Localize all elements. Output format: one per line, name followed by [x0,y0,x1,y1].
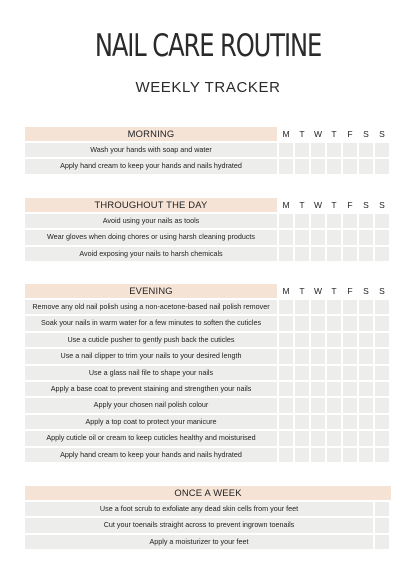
task-label: Apply hand cream to keep your hands and nails hydrated [25,159,277,173]
task-label: Avoid exposing your nails to harsh chemicals [25,247,277,261]
check-cell[interactable] [295,247,309,261]
check-cell[interactable] [343,415,357,429]
task-row [25,214,391,228]
check-cell[interactable] [327,143,341,157]
check-cell[interactable] [359,316,373,330]
check-cell[interactable] [295,333,309,347]
check-cell[interactable] [295,415,309,429]
task-label: Apply a moisturizer to your feet [25,535,373,549]
check-cell[interactable] [359,349,373,363]
check-cell[interactable] [343,398,357,412]
check-cell[interactable] [343,382,357,396]
section-header [25,284,391,298]
check-cell[interactable] [295,366,309,380]
day-label-mon: M [282,129,290,139]
check-cell[interactable] [359,300,373,314]
task-row [25,448,391,462]
task-label: Apply hand cream to keep your hands and nails hydrated [25,448,277,462]
check-cell[interactable] [295,214,309,228]
task-row [25,518,391,532]
check-cell[interactable] [327,431,341,445]
check-cell[interactable] [311,300,325,314]
task-label: Use a cuticle pusher to gently push back the cuticles [25,333,277,347]
task-row [25,159,391,173]
check-cell[interactable] [295,300,309,314]
check-cell[interactable] [279,415,293,429]
section-heading: ONCE A WEEK [25,486,391,500]
check-cell[interactable] [327,159,341,173]
check-cell[interactable] [295,316,309,330]
task-row [25,333,391,347]
check-cell[interactable] [311,349,325,363]
day-label-tue: T [299,286,305,296]
task-row [25,502,391,516]
check-cell[interactable] [359,431,373,445]
check-cell[interactable] [375,159,389,173]
check-cell[interactable] [327,333,341,347]
check-cell[interactable] [295,431,309,445]
section-morning [25,127,391,176]
section-header [25,486,391,500]
day-label-fri: F [347,200,353,210]
day-label-tue: T [299,200,305,210]
check-cell[interactable] [375,448,389,462]
check-cell[interactable] [311,415,325,429]
check-cell[interactable] [375,247,389,261]
task-label: Apply a top coat to protect your manicure [25,415,277,429]
check-cell[interactable] [311,247,325,261]
task-row [25,300,391,314]
check-cell[interactable] [327,366,341,380]
task-label: Avoid using your nails as tools [25,214,277,228]
check-cell[interactable] [343,366,357,380]
check-cell[interactable] [375,431,389,445]
day-label-thu: T [331,129,337,139]
check-cell[interactable] [375,214,389,228]
check-cell[interactable] [343,349,357,363]
task-row [25,349,391,363]
check-cell[interactable] [279,448,293,462]
task-label: Apply your chosen nail polish colour [25,398,277,412]
check-cell[interactable] [295,230,309,244]
check-cell[interactable] [279,316,293,330]
task-row [25,230,391,244]
check-cell[interactable] [279,366,293,380]
task-row [25,366,391,380]
day-label-sun: S [379,286,385,296]
task-label: Use a foot scrub to exfoliate any dead skin cells from your feet [25,502,373,516]
task-row [25,143,391,157]
day-label-sat: S [363,200,369,210]
check-cell[interactable] [295,159,309,173]
check-cell[interactable] [343,316,357,330]
check-cell[interactable] [343,159,357,173]
day-label-fri: F [347,129,353,139]
check-cell[interactable] [279,230,293,244]
check-cell[interactable] [375,143,389,157]
check-cell[interactable] [327,300,341,314]
task-label: Use a glass nail file to shape your nails [25,366,277,380]
check-cell[interactable] [375,230,389,244]
check-cell[interactable] [311,398,325,412]
section-heading: THROUGHOUT THE DAY [25,198,277,212]
day-label-mon: M [282,286,290,296]
day-label-sat: S [363,286,369,296]
section-heading: MORNING [25,127,277,141]
page-title: NAIL CARE ROUTINE [94,28,322,64]
check-cell[interactable] [327,382,341,396]
day-label-sat: S [363,129,369,139]
check-cell[interactable] [311,230,325,244]
check-cell[interactable] [327,316,341,330]
check-cell[interactable] [343,143,357,157]
section-once-a-week [25,486,391,551]
check-cell[interactable] [375,382,389,396]
task-label: Remove any old nail polish using a non-acetone-based nail polish remover [25,300,277,314]
check-cell[interactable] [359,333,373,347]
check-cell[interactable] [359,398,373,412]
task-label: Apply a base coat to prevent staining and strengthen your nails [25,382,277,396]
check-cell[interactable] [375,502,389,516]
check-cell[interactable] [343,230,357,244]
check-cell[interactable] [359,247,373,261]
section-header [25,198,391,212]
section-evening [25,284,391,464]
check-cell[interactable] [279,333,293,347]
check-cell[interactable] [343,333,357,347]
check-cell[interactable] [311,366,325,380]
check-cell[interactable] [327,349,341,363]
task-row [25,431,391,445]
check-cell[interactable] [359,415,373,429]
check-cell[interactable] [279,214,293,228]
check-cell[interactable] [295,349,309,363]
check-cell[interactable] [311,333,325,347]
check-cell[interactable] [359,214,373,228]
check-cell[interactable] [311,143,325,157]
check-cell[interactable] [375,366,389,380]
check-cell[interactable] [359,143,373,157]
check-cell[interactable] [279,431,293,445]
task-row [25,398,391,412]
task-label: Apply cuticle oil or cream to keep cuticles healthy and moisturised [25,431,277,445]
task-label: Wear gloves when doing chores or using harsh cleaning products [25,230,277,244]
check-cell[interactable] [295,448,309,462]
check-cell[interactable] [327,214,341,228]
check-cell[interactable] [279,349,293,363]
check-cell[interactable] [375,349,389,363]
check-cell[interactable] [343,300,357,314]
day-label-mon: M [282,200,290,210]
check-cell[interactable] [375,415,389,429]
check-cell[interactable] [375,518,389,532]
check-cell[interactable] [279,382,293,396]
day-label-sun: S [379,129,385,139]
check-cell[interactable] [375,398,389,412]
check-cell[interactable] [343,214,357,228]
check-cell[interactable] [279,398,293,412]
day-label-tue: T [299,129,305,139]
task-label: Use a nail clipper to trim your nails to your desired length [25,349,277,363]
check-cell[interactable] [279,143,293,157]
check-cell[interactable] [359,448,373,462]
task-row [25,535,391,549]
check-cell[interactable] [295,382,309,396]
check-cell[interactable] [327,247,341,261]
check-cell[interactable] [279,159,293,173]
day-label-sun: S [379,200,385,210]
check-cell[interactable] [359,159,373,173]
check-cell[interactable] [311,448,325,462]
check-cell[interactable] [359,230,373,244]
day-label-wed: W [313,286,323,296]
check-cell[interactable] [295,143,309,157]
check-cell[interactable] [327,448,341,462]
task-row [25,316,391,330]
check-cell[interactable] [327,398,341,412]
check-cell[interactable] [311,159,325,173]
check-cell[interactable] [327,230,341,244]
check-cell[interactable] [375,535,389,549]
check-cell[interactable] [359,366,373,380]
check-cell[interactable] [327,415,341,429]
day-label-wed: W [313,200,323,210]
check-cell[interactable] [375,333,389,347]
check-cell[interactable] [343,431,357,445]
check-cell[interactable] [343,448,357,462]
day-label-wed: W [313,129,323,139]
check-cell[interactable] [311,214,325,228]
check-cell[interactable] [375,300,389,314]
task-label: Wash your hands with soap and water [25,143,277,157]
check-cell[interactable] [311,382,325,396]
check-cell[interactable] [311,316,325,330]
section-header [25,127,391,141]
check-cell[interactable] [279,247,293,261]
task-row [25,382,391,396]
day-label-thu: T [331,286,337,296]
check-cell[interactable] [279,300,293,314]
check-cell[interactable] [359,382,373,396]
page-subtitle: WEEKLY TRACKER [135,79,281,96]
check-cell[interactable] [311,431,325,445]
section-heading: EVENING [25,284,277,298]
check-cell[interactable] [343,247,357,261]
task-row [25,415,391,429]
day-label-fri: F [347,286,353,296]
check-cell[interactable] [375,316,389,330]
check-cell[interactable] [295,398,309,412]
task-label: Cut your toenails straight across to prevent ingrown toenails [25,518,373,532]
section-throughout-the-day [25,198,391,263]
task-label: Soak your nails in warm water for a few minutes to soften the cuticles [25,316,277,330]
day-label-thu: T [331,200,337,210]
task-row [25,247,391,261]
